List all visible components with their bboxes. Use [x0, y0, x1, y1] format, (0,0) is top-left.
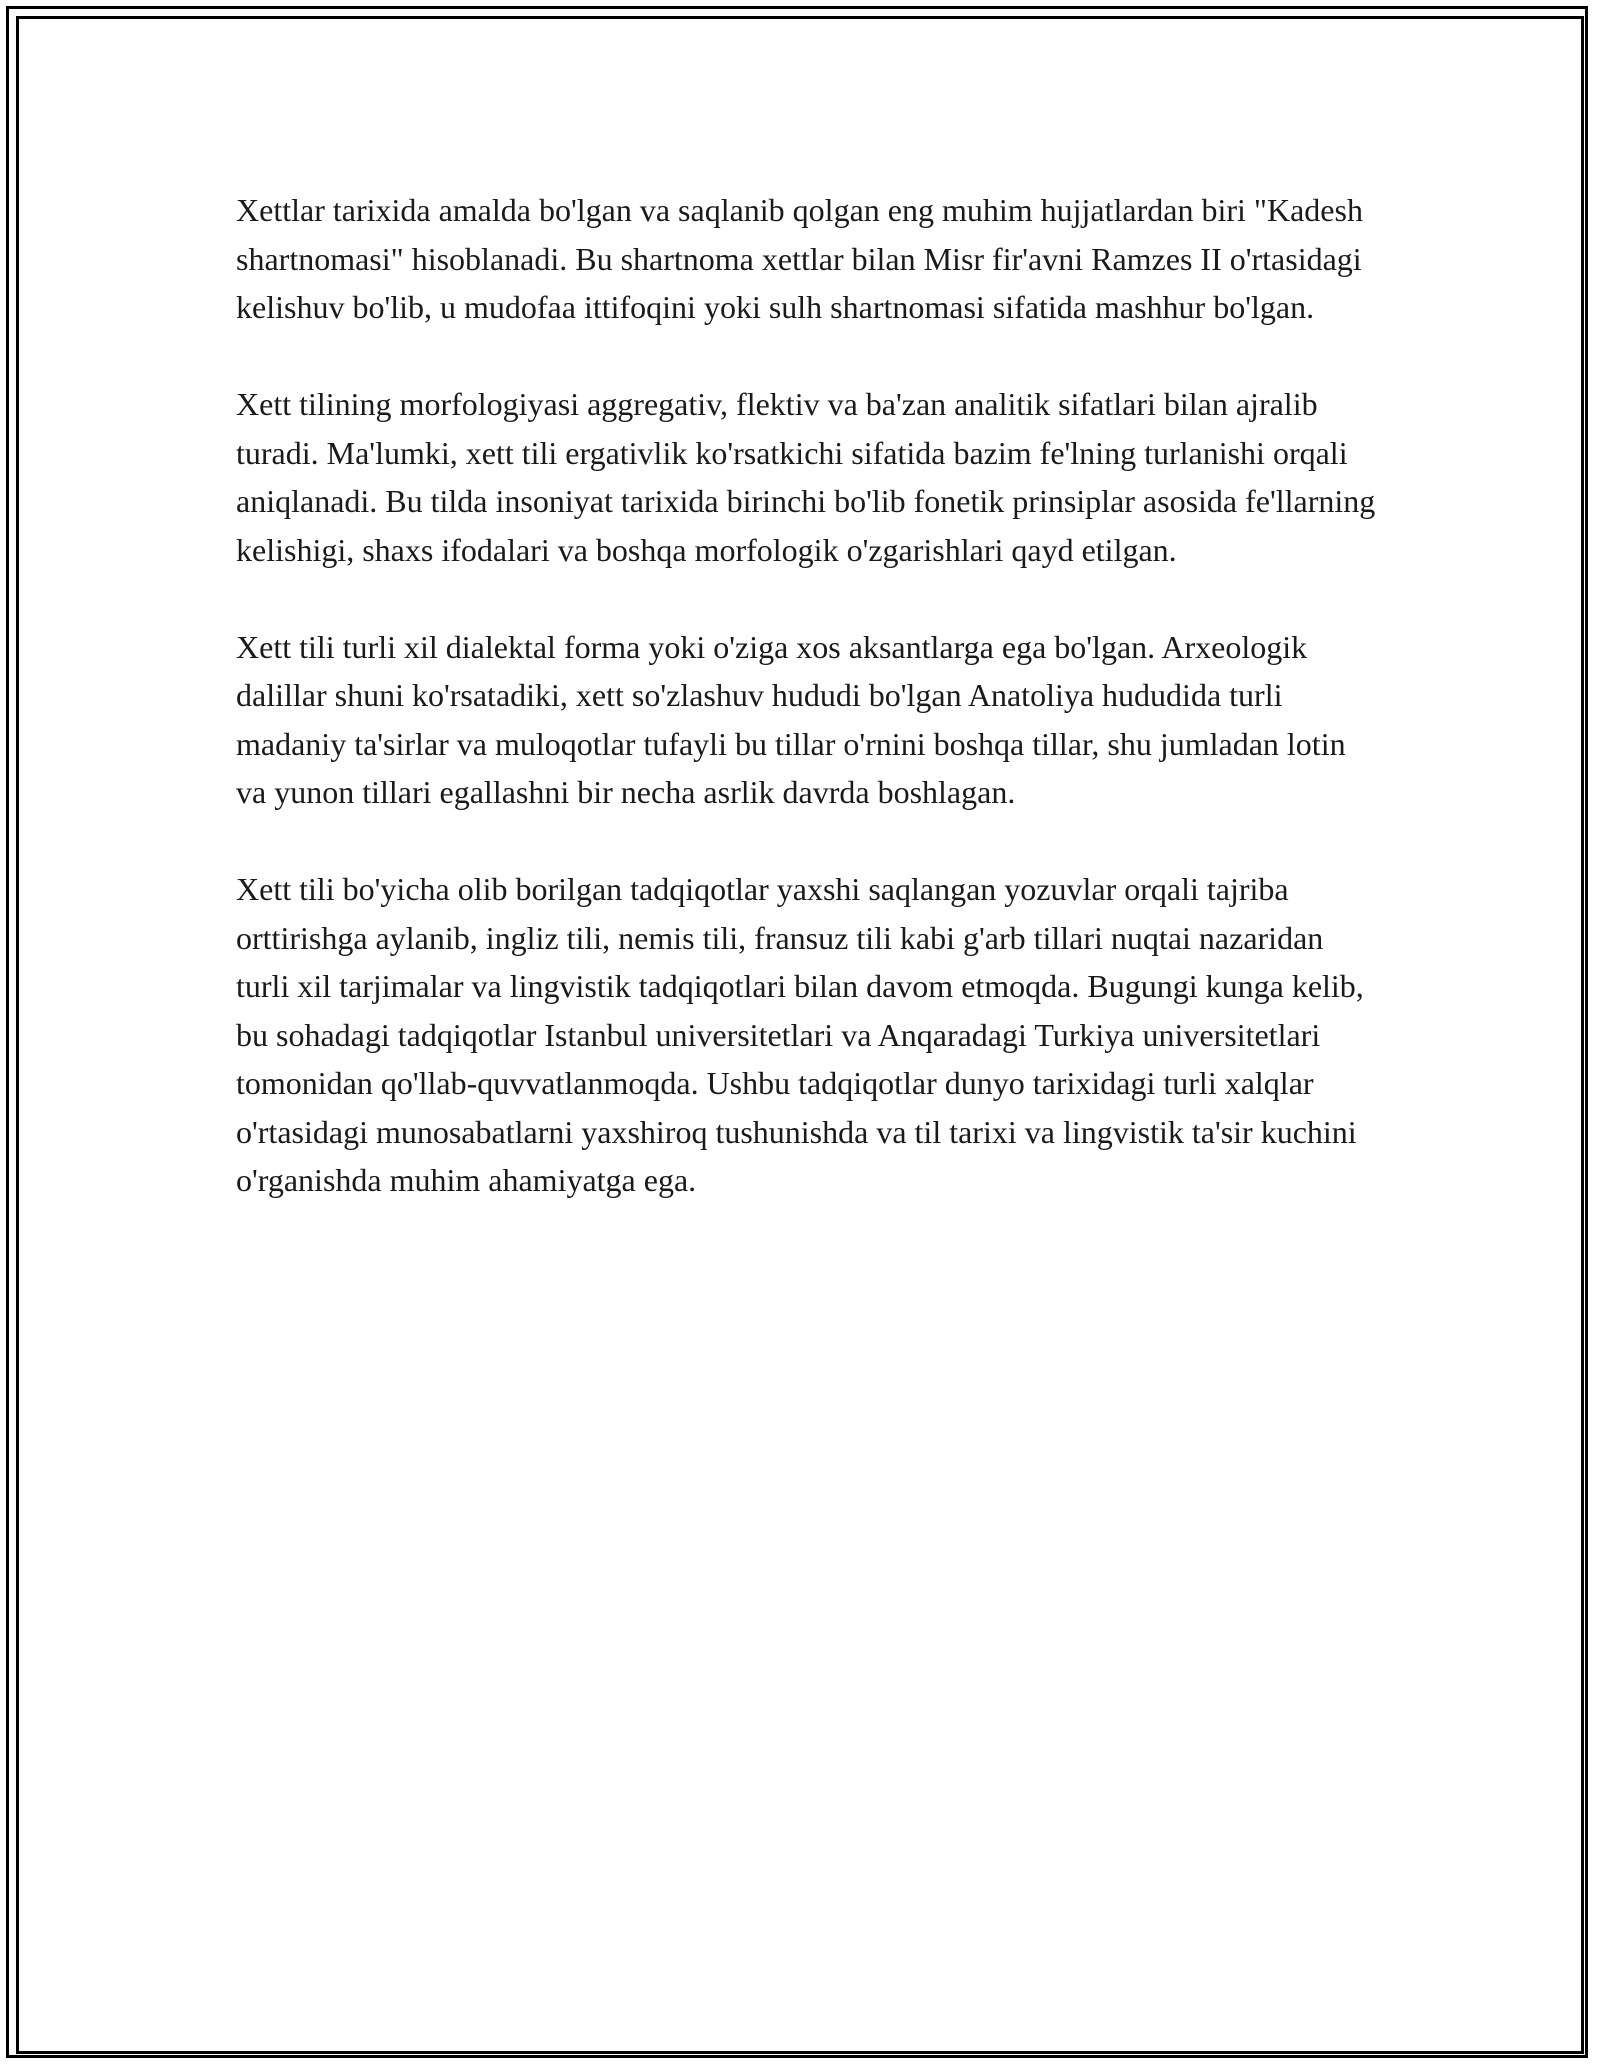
paragraph-kadesh-treaty: Xettlar tarixida amalda bo'lgan va saqlanib qolgan eng muhim hujjatlardan biri "Kadesh shartnomasi" hisoblanadi. Bu shartnoma xettlar bilan Misr fir'avni Ramzes II o'rtasidagi kelishuv bo'lib, u mudofaa ittifoqini yoki sulh shartnomasi sifatida mashhur bo'lgan.	[236, 192, 1363, 325]
paragraph-dialects: Xett tili turli xil dialektal forma yoki o'ziga xos aksantlarga ega bo'lgan. Arxeologik dalillar shuni ko'rsatadiki, xett so'zlashuv hududi bo'lgan Anatoliya hududida turli madaniy ta'sirlar va muloqotlar tufayli bu tillar o'rnini boshqa tillar, shu jumladan lotin va yunon tillari egallashni bir necha asrlik davrda boshlagan.	[236, 628, 1346, 810]
document-body	[236, 186, 1376, 1253]
paragraph-research: Xett tili bo'yicha olib borilgan tadqiqotlar yaxshi saqlangan yozuvlar orqali tajriba orttirishga aylanib, ingliz tili, nemis tili, fransuz tili kabi g'arb tillari nuqtai nazaridan turli xil tarjimalar va lingvistik tadqiqotlari bilan davom etmoqda. Bugungi kunga kelib, bu sohadagi tadqiqotlar Istanbul universitetlari va Anqaradagi Turkiya universitetlari tomonidan qo'llab-quvvatlanmoqda. Ushbu tadqiqotlar dunyo tarixidagi turli xalqlar o'rtasidagi munosabatlarni yaxshiroq tushunishda va til tarixi va lingvistik ta'sir kuchini o'rganishda muhim ahamiyatga ega.	[236, 871, 1364, 1198]
paragraph-morphology: Xett tilining morfologiyasi aggregativ, flektiv va ba'zan analitik sifatlari bilan ajralib turadi. Ma'lumki, xett tili ergativlik ko'rsatkichi sifatida bazim fe'lning turlanishi orqali aniqlanadi. Bu tilda insoniyat tarixida birinchi bo'lib fonetik prinsiplar asosida fe'llarning kelishigi, shaxs ifodalari va boshqa morfologik o'zgarishlari qayd etilgan.	[236, 386, 1376, 568]
